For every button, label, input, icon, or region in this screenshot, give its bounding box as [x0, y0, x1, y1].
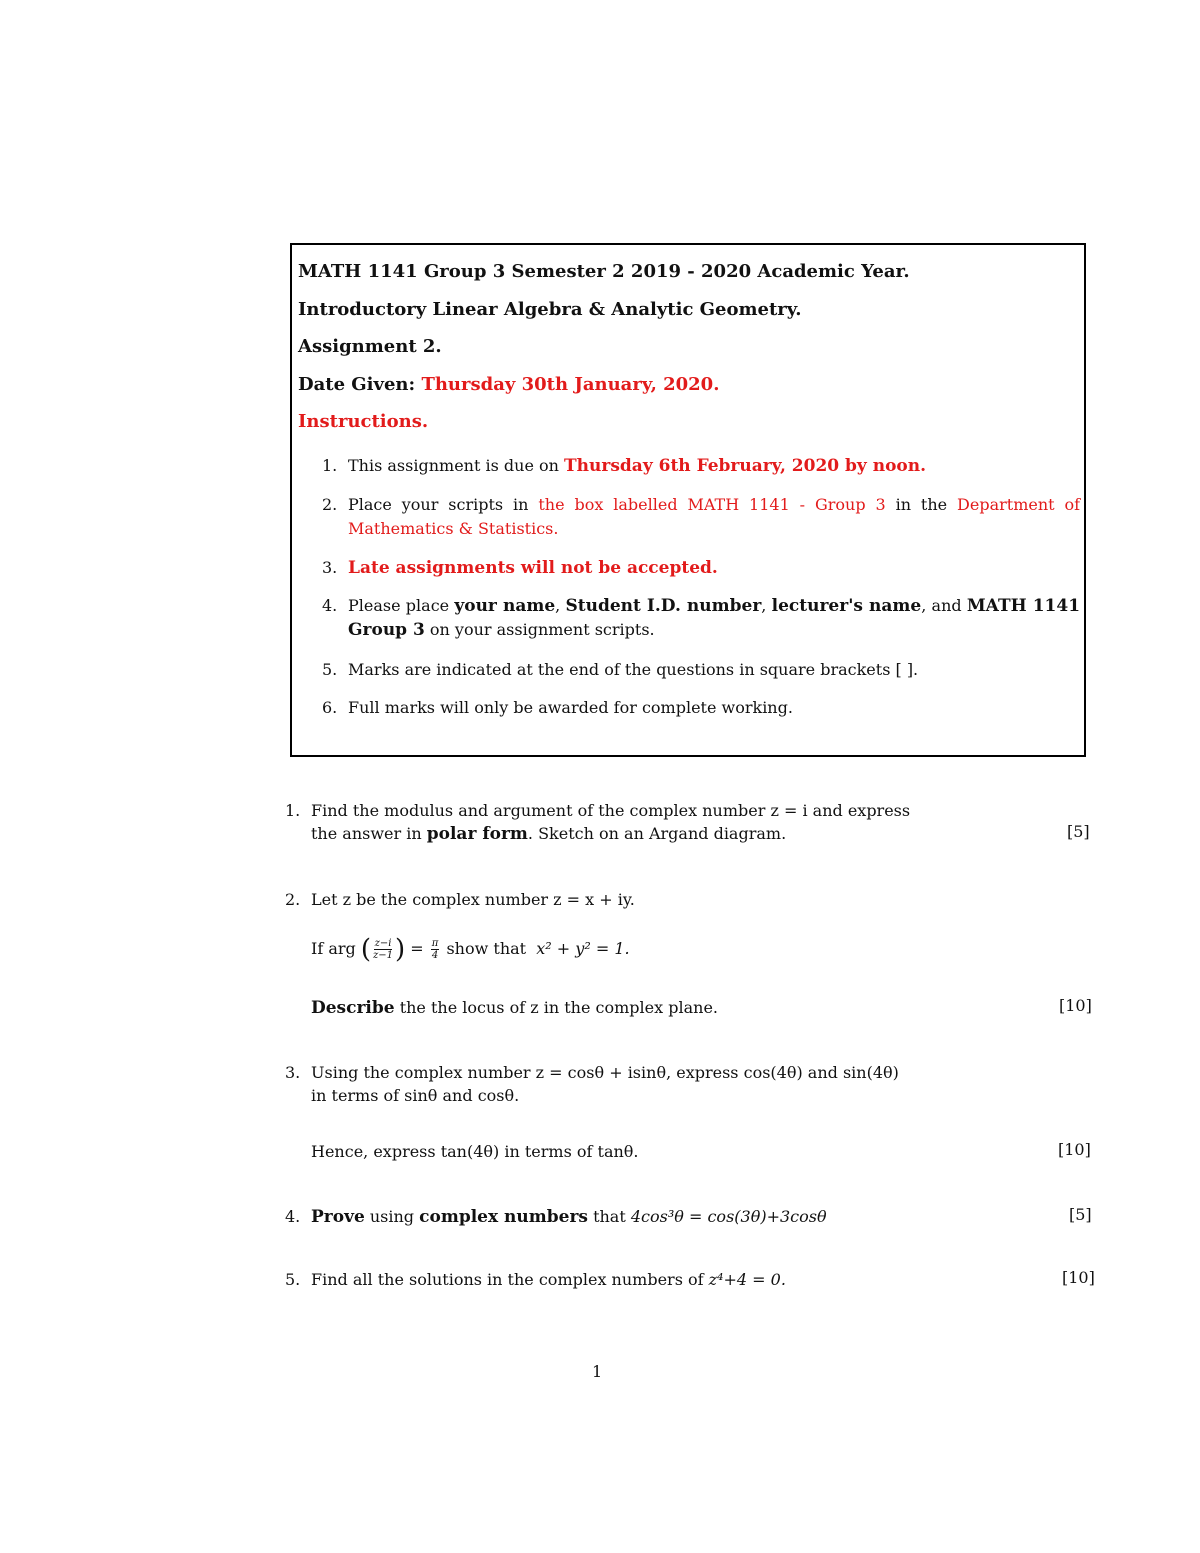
question-3: 3. Using the complex number z = cosθ + isinθ, express cos(4θ) and sin(4θ) in terms of sinθ and cosθ.: [285, 1063, 899, 1105]
question-2: 2. Let z be the complex number z = x + iy.: [285, 890, 635, 909]
question-2-describe: Describe the the locus of z in the complex plane.: [311, 998, 718, 1018]
fraction: $\frac{z-i}{z-1}$: [373, 938, 394, 961]
instruction-item: 6. Full marks will only be awarded for complete working.: [322, 698, 793, 717]
instruction-item: 1. This assignment is due on Thursday 6th February, 2020 by noon.: [322, 456, 927, 476]
mark-q5: [10]: [1062, 1268, 1095, 1287]
question-4: 4. Prove using complex numbers that 4cos³θ = cos(3θ)+3cosθ: [285, 1207, 827, 1227]
question-5: 5. Find all the solutions in the complex numbers of z⁴+4 = 0.: [285, 1270, 786, 1289]
instructions-heading: Instructions.: [298, 411, 429, 432]
page-number: 1: [592, 1362, 603, 1381]
instruction-item: 4. Please place your name, Student I.D. number, lecturer's name, and MATH 1141 Group 3 on your assignment scripts.: [322, 596, 1081, 640]
instruction-item: 5. Marks are indicated at the end of the questions in square brackets [ ].: [322, 660, 919, 679]
instruction-item: 3. Late assignments will not be accepted.: [322, 558, 718, 578]
date-given: [298, 374, 719, 395]
instruction-item: 2. Place your scripts in the box labelled MATH 1141 - Group 3 in the Department of Mathematics & Statistics.: [322, 495, 1081, 538]
mark-q2: [10]: [1059, 996, 1092, 1015]
course-title: MATH 1141 Group 3 Semester 2 2019 - 2020 Academic Year.: [298, 261, 910, 282]
assignment-title: Assignment 2.: [298, 336, 442, 357]
mark-q1: [5]: [1067, 822, 1090, 841]
mark-q4: [5]: [1069, 1205, 1092, 1224]
date-value: Thursday 30th January, 2020.: [421, 374, 720, 395]
fraction: $\frac{\pi}{4}$: [431, 938, 439, 961]
question-2-condition: If arg ( $\frac{z-i}{z-1}$ ) = $\frac{\pi}{4}$ show that x² + y² = 1.: [311, 934, 630, 965]
question-1: 1. Find the modulus and argument of the complex number z = i and express the answer in polar form. Sketch on an Argand diagram.: [285, 801, 911, 844]
course-subtitle: Introductory Linear Algebra & Analytic Geometry.: [298, 299, 802, 320]
date-label: Date Given:: [298, 374, 416, 395]
question-3-hence: Hence, express tan(4θ) in terms of tanθ.: [311, 1142, 639, 1161]
mark-q3: [10]: [1058, 1140, 1091, 1159]
